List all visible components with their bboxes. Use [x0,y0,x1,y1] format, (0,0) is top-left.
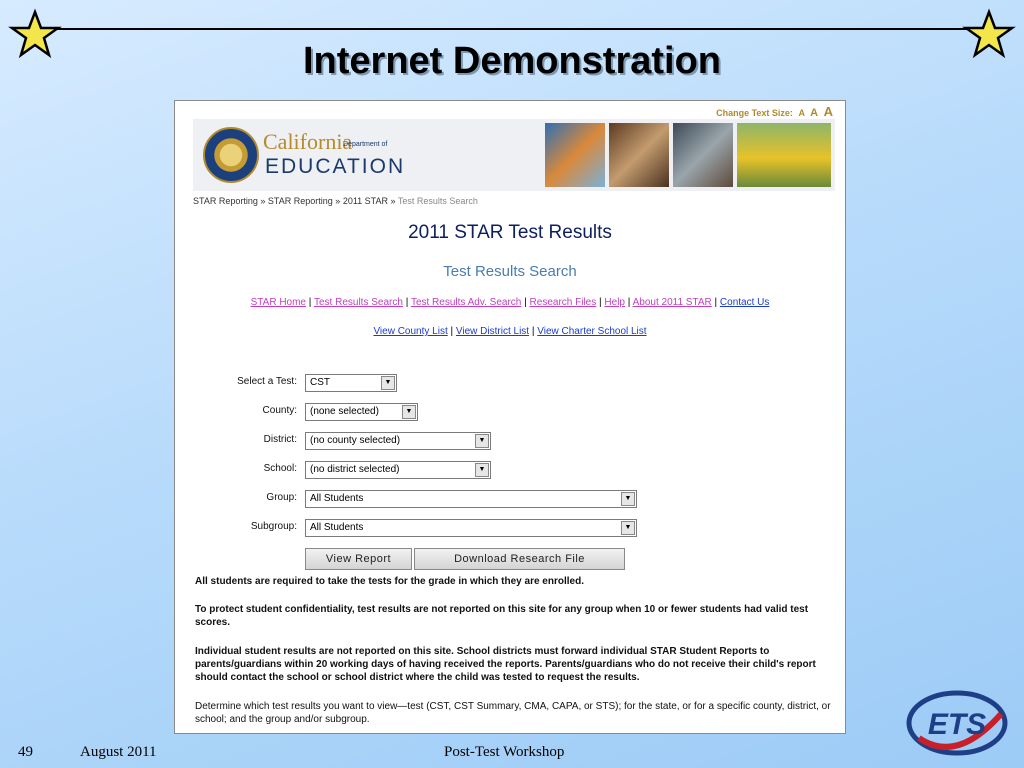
banner-photo-globe [545,123,605,187]
link-research-files[interactable]: Research Files [529,297,597,308]
chevron-down-icon: ▼ [475,434,489,448]
chevron-down-icon: ▼ [621,492,635,506]
note-enrollment: All students are required to take the tests for the grade in which they are enrolled. [195,576,584,587]
footer-title: Post-Test Workshop [444,744,565,760]
test-select[interactable] [305,374,397,392]
title-rule [40,28,984,30]
group-select[interactable] [305,490,637,508]
breadcrumb-separator: » [335,196,341,206]
page-subtitle: Test Results Search [443,263,577,280]
county-select[interactable] [305,403,418,421]
chevron-down-icon: ▼ [402,405,416,419]
link-contact-us[interactable]: Contact Us [719,297,770,308]
breadcrumb-2011-star[interactable]: 2011 STAR [342,196,389,206]
school-select[interactable] [305,461,491,479]
text-size-label: Change Text Size: [716,108,793,118]
chevron-down-icon: ▼ [621,521,635,535]
state-seal-icon [203,127,259,183]
link-adv-search[interactable]: Test Results Adv. Search [410,297,522,308]
note-individual-results: Individual student results are not reported on this site. School districts must forward individual STAR Student Reports to parents/guardians within 20 working days of having received the reports. Parents/guardians who do not receive their child's report should contact the school or school district where the child was tested to request the results. [195,646,816,683]
note-confidentiality: To protect student confidentiality, test results are not reported on this site for any group when 10 or fewer students had valid test scores. [195,604,809,628]
note-instructions: Determine which test results you want to view—test (CST, CST Summary, CMA, CAPA, or STS); for the state, or for a specific county, district, or school; and the group and/or subgroup. [195,701,831,725]
school-label: School: [263,463,297,474]
ets-logo-icon [905,688,1009,758]
county-select-value: (none selected) [310,406,379,417]
subgroup-label: Subgroup: [250,521,297,532]
group-select-value: All Students [310,493,364,504]
subgroup-select[interactable] [305,519,637,537]
banner-photo-students [609,123,669,187]
breadcrumb-star-reporting-2[interactable]: STAR Reporting [267,196,333,206]
list-links: View County List | View District List | View Charter School List [373,326,647,337]
subgroup-select-value: All Students [310,522,364,533]
banner-education: EDUCATION [265,155,406,178]
page-title: 2011 STAR Test Results [408,222,612,243]
test-select-value: CST [310,377,330,388]
link-star-home[interactable]: STAR Home [250,297,306,308]
link-charter-list[interactable]: View Charter School List [537,326,647,337]
banner-california: California [263,129,353,154]
banner-photo-classroom [673,123,733,187]
text-size-control [713,104,833,119]
breadcrumb-separator: » [390,196,396,206]
nav-links: STAR Home | Test Results Search | Test Results Adv. Search | Research Files | Help | About 2011 STAR | Contact Us [250,297,770,308]
text-size-large[interactable]: A [823,104,833,119]
page-number: 49 [18,744,33,760]
slide-title: Internet Demonstration [302,40,722,82]
district-select-value: (no county selected) [310,435,401,446]
district-label: District: [263,434,297,445]
text-size-small[interactable]: A [798,108,805,118]
chevron-down-icon: ▼ [381,376,395,390]
banner-photo-school-bus [737,123,831,187]
link-test-results-search[interactable]: Test Results Search [314,297,403,308]
district-select[interactable] [305,432,491,450]
view-report-button[interactable]: View Report [305,548,412,570]
county-label: County: [262,405,297,416]
link-district-list[interactable]: View District List [455,326,530,337]
text-size-medium[interactable]: A [810,107,819,119]
test-label: Select a Test: [237,376,297,387]
breadcrumb-star-reporting[interactable]: STAR Reporting [193,196,258,206]
breadcrumb [193,196,478,206]
banner-department: Department of [343,141,388,148]
school-select-value: (no district selected) [310,464,400,475]
ets-logo-text: ETS [927,708,987,741]
cde-banner [193,119,835,191]
browser-screenshot [174,100,846,734]
breadcrumb-current: Test Results Search [397,196,478,206]
group-label: Group: [266,492,297,503]
breadcrumb-separator: » [260,196,266,206]
footer-date: August 2011 [80,744,157,760]
link-county-list[interactable]: View County List [373,326,448,337]
download-research-file-button[interactable]: Download Research File [414,548,625,570]
link-about[interactable]: About 2011 STAR [632,297,712,308]
chevron-down-icon: ▼ [475,463,489,477]
link-help[interactable]: Help [604,297,625,308]
